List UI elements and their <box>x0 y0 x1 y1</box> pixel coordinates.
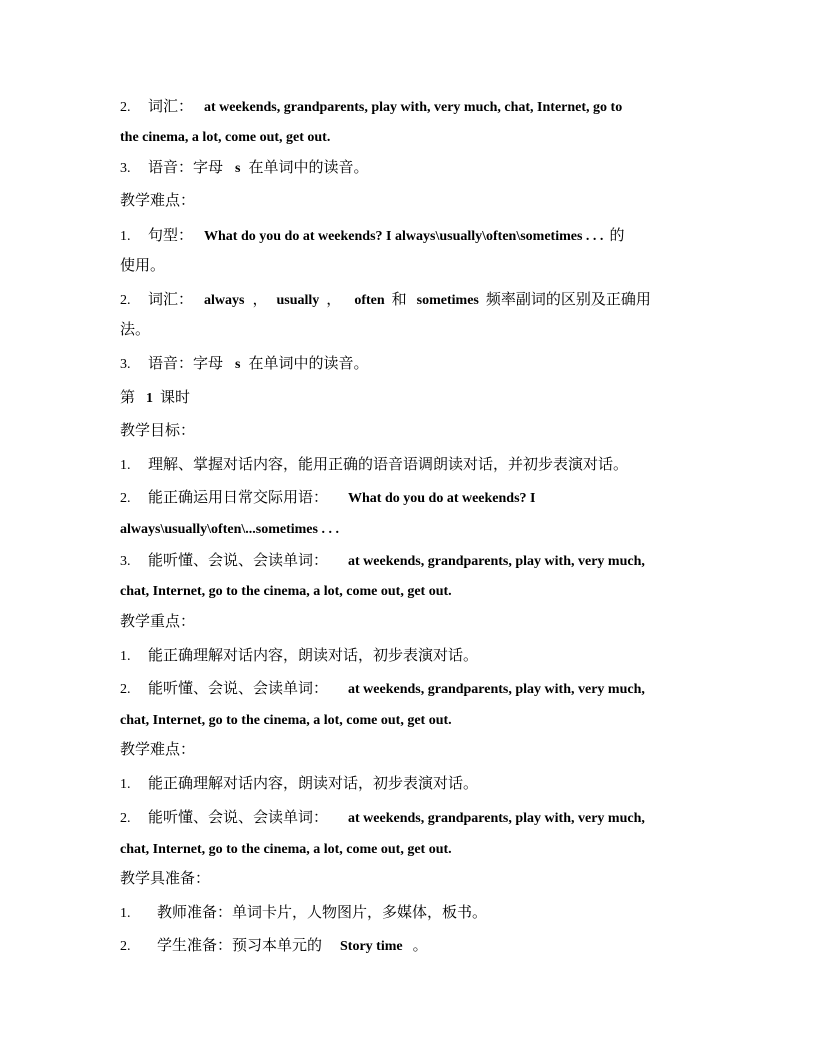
section-heading-difficulties <box>120 191 195 211</box>
item-number: 3. <box>120 554 131 569</box>
item-number: 3. <box>120 357 131 372</box>
item-number: 1. <box>120 229 131 244</box>
vocab-words: at weekends, grandparents, play with, very much, <box>348 682 645 697</box>
item-number: 3. <box>120 161 131 176</box>
item-label: 能听懂、会说、会读单词： <box>148 810 329 826</box>
item-label: 句型： <box>148 228 194 244</box>
item-text: 理解、掌握对话内容，能用正确的语音语调朗读对话，并初步表演对话。 <box>148 457 629 473</box>
heading-text: 教学难点： <box>120 742 196 758</box>
pattern-suffix: 的 <box>609 228 625 244</box>
word-usually: usually <box>276 293 320 308</box>
difficulty-item <box>120 808 645 828</box>
difficulty-phonics-item <box>120 354 368 374</box>
item-label: 能听懂、会说、会读单词： <box>148 553 329 569</box>
sentence-pattern: What do you do at weekends? I <box>348 491 536 506</box>
difficulty-pattern-item-cont <box>120 256 165 276</box>
materials-item <box>120 903 487 923</box>
word-often: often <box>354 293 385 308</box>
item-label: 能听懂、会说、会读单词： <box>148 681 329 697</box>
key-point-item <box>120 679 645 699</box>
item-number: 1. <box>120 458 131 473</box>
objective-item <box>120 455 628 475</box>
item-number: 1. <box>120 649 131 664</box>
phonics-text: 在单词中的读音。 <box>248 160 369 176</box>
vocab-suffix: 频率副词的区别及正确用 <box>485 292 651 308</box>
comma: ， <box>252 292 268 308</box>
difficulty-item <box>120 774 478 794</box>
difficulty-item-cont <box>120 839 452 859</box>
objective-item-cont <box>120 581 452 601</box>
lesson-prefix: 第 <box>120 390 136 406</box>
item-number: 2. <box>120 100 131 115</box>
vocab-words-cont: chat, Internet, go to the cinema, a lot, come out, get out. <box>120 842 452 857</box>
word-always: always <box>204 293 245 308</box>
item-text: 教师准备：单词卡片，人物图片，多媒体，板书。 <box>157 905 488 921</box>
difficulty-pattern-item <box>120 226 624 246</box>
item-label: 能正确运用日常交际用语： <box>148 490 329 506</box>
key-point-item-cont <box>120 710 452 730</box>
lesson-suffix: 课时 <box>160 390 191 406</box>
section-heading-objectives <box>120 421 195 441</box>
item-label: 词汇： <box>148 292 194 308</box>
heading-text: 教学难点： <box>120 193 196 209</box>
word-sometimes: sometimes <box>416 293 479 308</box>
heading-text: 教学目标： <box>120 423 196 439</box>
item-label: 语音：字母 <box>148 356 224 372</box>
vocab-suffix-cont: 法。 <box>120 322 151 338</box>
objective-item <box>120 551 645 571</box>
vocab-words-cont: the cinema, a lot, come out, get out. <box>120 130 331 145</box>
sentence-pattern-cont: always\usually\often\...sometimes . . . <box>120 522 339 537</box>
phonics-letter: s <box>235 161 241 176</box>
item-number: 2. <box>120 682 131 697</box>
difficulty-vocab-item-cont <box>120 320 150 340</box>
comma: ， <box>326 292 342 308</box>
item-text: 能正确理解对话内容，朗读对话，初步表演对话。 <box>148 776 479 792</box>
item-number: 1. <box>120 777 131 792</box>
item-number: 2. <box>120 811 131 826</box>
item-number: 2. <box>120 491 131 506</box>
item-number: 2. <box>120 939 131 954</box>
phonics-letter: s <box>235 357 241 372</box>
item-text: 能正确理解对话内容，朗读对话，初步表演对话。 <box>148 648 479 664</box>
sentence-pattern: What do you do at weekends? I always\usually\often\sometimes . . . <box>204 229 604 244</box>
focus-vocab-item-cont <box>120 127 330 147</box>
item-text: 学生准备：预习本单元的 <box>157 938 323 954</box>
key-point-item <box>120 646 478 666</box>
phonics-text: 在单词中的读音。 <box>248 356 369 372</box>
heading-text: 教学具准备： <box>120 871 211 887</box>
item-label: 语音：字母 <box>148 160 224 176</box>
section-heading-key-points <box>120 612 195 632</box>
pattern-suffix-cont: 使用。 <box>120 258 166 274</box>
focus-vocab-item <box>120 97 622 117</box>
vocab-words: at weekends, grandparents, play with, very much, <box>348 554 645 569</box>
vocab-words-cont: chat, Internet, go to the cinema, a lot, come out, get out. <box>120 713 452 728</box>
item-label: 词汇： <box>148 99 194 115</box>
item-number: 2. <box>120 293 131 308</box>
objective-item <box>120 488 536 508</box>
vocab-words: at weekends, grandparents, play with, very much, <box>348 811 645 826</box>
vocab-words: at weekends, grandparents, play with, very much, chat, Internet, go to <box>204 100 623 115</box>
difficulty-vocab-item <box>120 290 651 310</box>
story-time-label: Story time <box>340 939 403 954</box>
vocab-words-cont: chat, Internet, go to the cinema, a lot, come out, get out. <box>120 584 452 599</box>
lesson-number: 1 <box>146 391 154 406</box>
heading-text: 教学重点： <box>120 614 196 630</box>
objective-item-cont <box>120 519 339 539</box>
materials-item <box>120 936 428 956</box>
section-heading-materials <box>120 869 210 889</box>
item-number: 1. <box>120 906 131 921</box>
item-end-punct: 。 <box>412 938 428 954</box>
section-heading-difficulties <box>120 740 195 760</box>
conjunction-and: 和 <box>391 292 407 308</box>
lesson-heading <box>120 388 190 408</box>
focus-phonics-item <box>120 158 368 178</box>
